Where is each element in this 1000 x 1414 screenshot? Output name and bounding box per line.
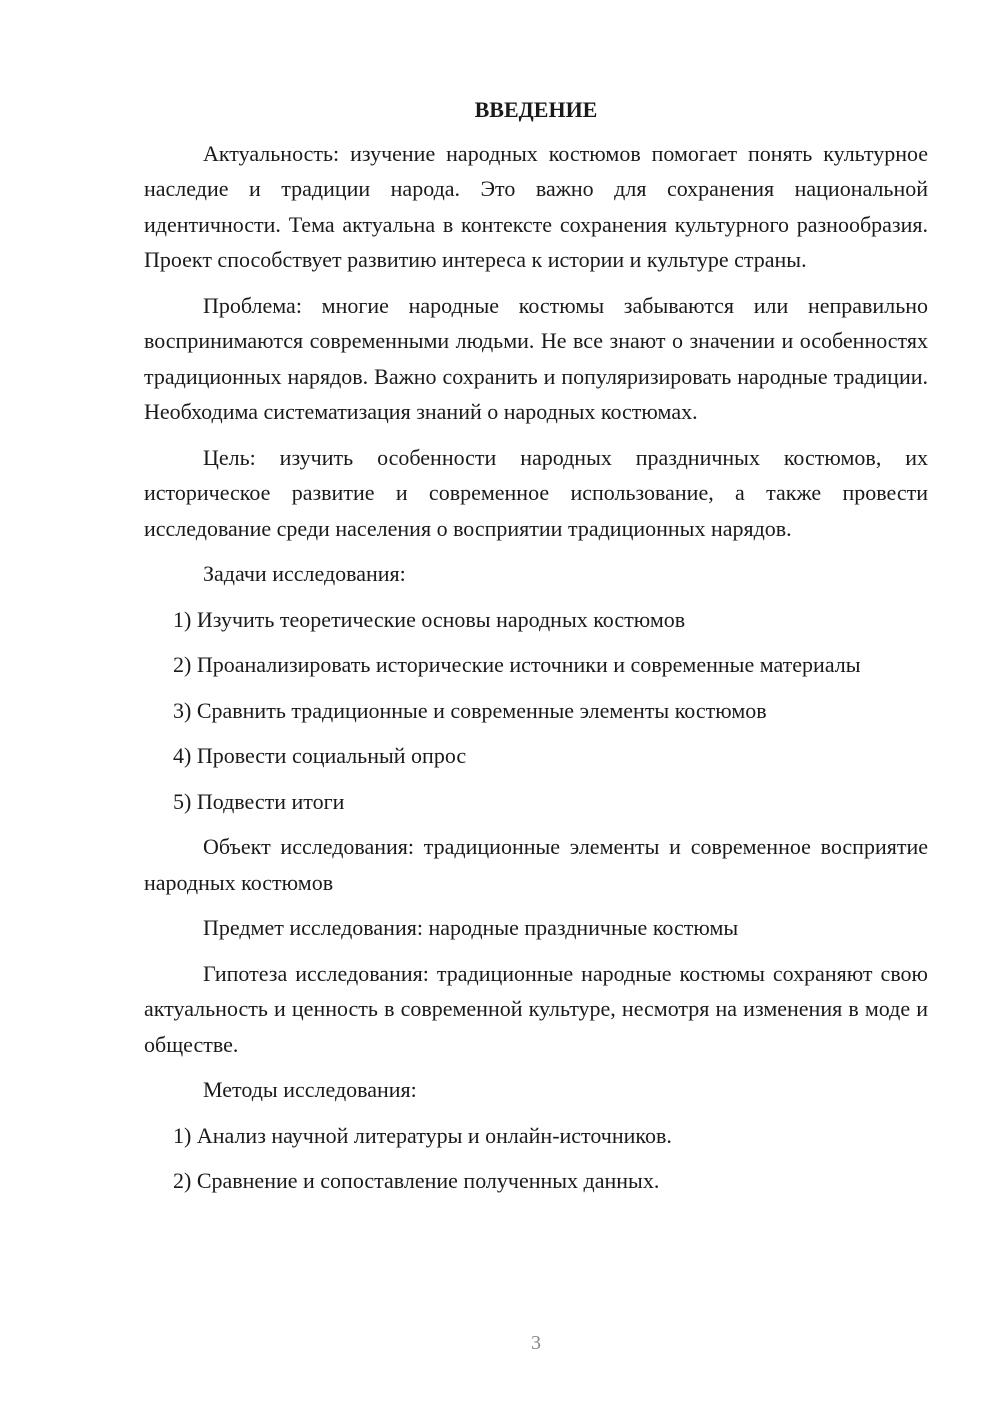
page-title: ВВЕДЕНИЕ bbox=[474, 97, 598, 122]
task-item-4: 4) Провести социальный опрос bbox=[173, 743, 467, 768]
method-item-1: 1) Анализ научной литературы и онлайн-источников. bbox=[173, 1122, 672, 1148]
page-number: 3 bbox=[531, 1332, 541, 1354]
methods-heading: Методы исследования: bbox=[203, 1077, 417, 1102]
relevance-paragraph: Актуальность: изучение народных костюмов помогает понять культурное наследие и традиции народа. Это важно для сохранения национальной идентичности. Тема актуальна в контексте сохранения культурного разнообразия. Проект способствует развитию интереса к истории и культуре страны. bbox=[144, 140, 928, 272]
tasks-heading: Задачи исследования: bbox=[203, 561, 406, 586]
document-page bbox=[144, 92, 928, 1209]
method-item-2: 2) Сравнение и сопоставление полученных данных. bbox=[173, 1168, 660, 1193]
task-item-5: 5) Подвести итоги bbox=[173, 788, 345, 814]
goal-paragraph: Цель: изучить особенности народных праздничных костюмов, их историческое развитие и современное использование, а также провести исследование среди населения о восприятии традиционных нарядов. bbox=[144, 444, 928, 541]
task-item-3: 3) Сравнить традиционные и современные элементы костюмов bbox=[173, 697, 767, 723]
hypothesis-paragraph: Гипотеза исследования: традиционные народные костюмы сохраняют свою актуальность и ценность в современной культуре, несмотря на изменения в моде и обществе. bbox=[144, 960, 928, 1057]
subject-paragraph: Предмет исследования: народные праздничные костюмы bbox=[203, 915, 739, 940]
task-item-1: 1) Изучить теоретические основы народных костюмов bbox=[173, 606, 686, 632]
object-paragraph: Объект исследования: традиционные элементы и современное восприятие народных костюмов bbox=[144, 834, 928, 895]
task-item-2: 2) Проанализировать исторические источники и современные материалы bbox=[173, 652, 861, 677]
problem-paragraph: Проблема: многие народные костюмы забываются или неправильно воспринимаются современными людьми. Не все знают о значении и особенностях традиционных нарядов. Важно сохранить и популяризировать народные традиции. Необходима систематизация знаний о народных костюмах. bbox=[144, 292, 928, 424]
